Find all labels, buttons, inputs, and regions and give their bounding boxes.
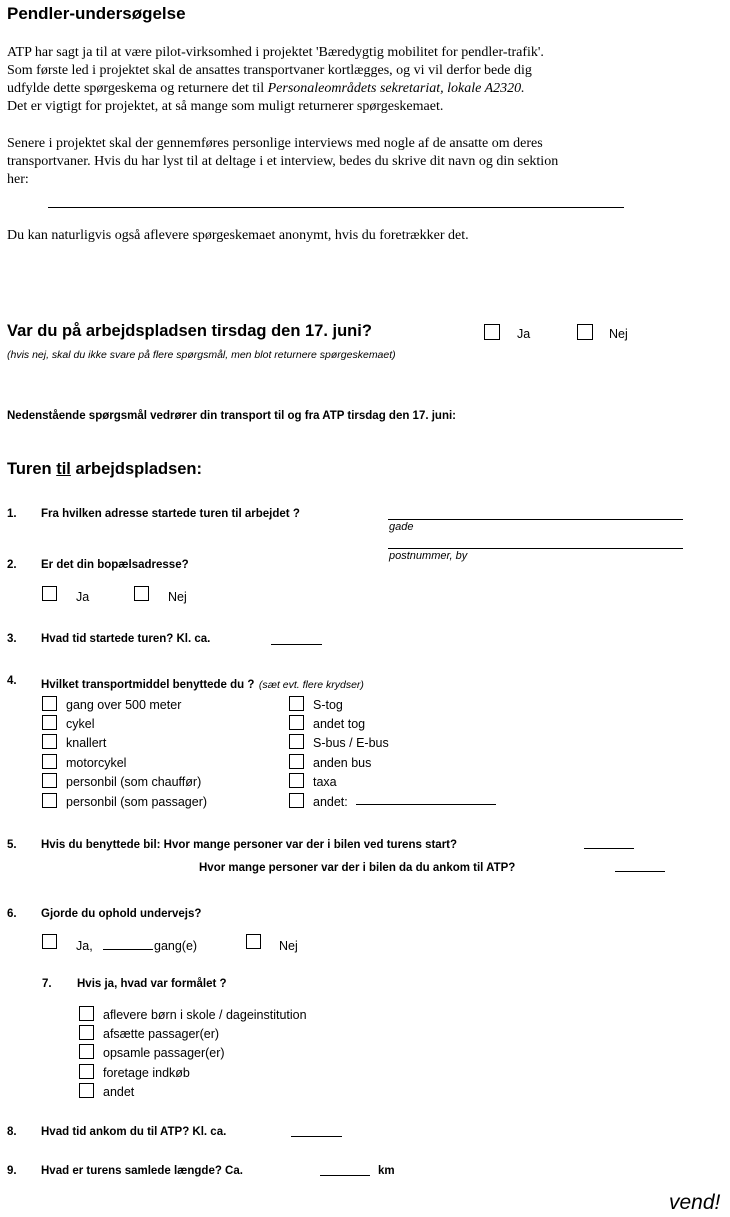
name-section-field[interactable] [48,207,624,208]
q8-text: Hvad tid ankom du til ATP? Kl. ca. [41,1126,227,1138]
q6-yes-checkbox[interactable] [42,934,57,949]
q4-car-passenger-label: personbil (som passager) [66,795,208,809]
q4-other-bus-checkbox[interactable] [289,754,304,769]
q4-other-bus-label: anden bus [313,756,372,770]
q2-no-label: Nej [168,590,187,604]
q1-postcode-field[interactable] [388,548,683,549]
q4-s-train-checkbox[interactable] [289,696,304,711]
screening-yes-label: Ja [517,327,531,341]
q4-question [41,675,364,693]
q4-text: Hvilket transportmiddel benyttede du ? [41,679,255,691]
q4-other-train-label: andet tog [313,717,366,731]
screening-note: (hvis nej, skal du ikke svare på flere spørgsmål, men blot returnere spørgeskemaet) [7,349,396,361]
q7-other-label: andet [103,1085,135,1099]
q2-yes-label: Ja [76,590,90,604]
q7-number: 7. [42,978,52,990]
q7-shopping-label: foretage indkøb [103,1066,190,1080]
screening-no-checkbox[interactable] [577,324,593,340]
q7-pickup-checkbox[interactable] [79,1044,94,1059]
q6-no-checkbox[interactable] [246,934,261,949]
q2-text: Er det din bopælsadresse? [41,559,189,571]
q5-start-count-field[interactable] [584,848,634,849]
q1-street-label: gade [389,521,414,533]
q4-bike-checkbox[interactable] [42,715,57,730]
q1-street-field[interactable] [388,519,683,520]
turn-over-note: vend! [669,1191,721,1214]
section-heading-post: arbejdspladsen: [70,460,202,478]
q3-text: Hvad tid startede turen? Kl. ca. [41,633,211,645]
q4-other-label: andet: [313,795,348,809]
q4-other-field[interactable] [356,804,496,805]
section-heading-pre: Turen [7,460,57,478]
q4-car-driver-checkbox[interactable] [42,773,57,788]
q7-other-checkbox[interactable] [79,1083,94,1098]
q4-s-bus-checkbox[interactable] [289,734,304,749]
q6-number: 6. [7,908,17,920]
q6-stops-field[interactable] [103,949,153,950]
intro-line-4: Det er vigtigt for projektet, at så mange som muligt returnerer spørgeskemaet. [7,99,444,114]
section-heading-underlined: til [56,460,71,478]
intro-line-2: Som første led i projektet skal de ansattes transportvaner kortlægges, og vi vil derfor bede dig [7,63,532,78]
q4-other-train-checkbox[interactable] [289,715,304,730]
q9-number: 9. [7,1165,17,1177]
intro-line-3-text: udfylde dette spørgeskema og returnere det til [7,81,268,96]
q7-dropoff-checkbox[interactable] [79,1025,94,1040]
q6-times-label: gang(e) [154,939,198,953]
q7-school-checkbox[interactable] [79,1006,94,1021]
q7-dropoff-label: afsætte passager(er) [103,1027,220,1041]
intro-line-3 [7,80,525,98]
intro-line-1: ATP har sagt ja til at være pilot-virksomhed i projektet 'Bæredygtig mobilitet for pendler-trafik'. [7,45,544,60]
q6-text: Gjorde du ophold undervejs? [41,908,202,920]
q4-bike-label: cykel [66,717,95,731]
q5-arrival-count-field[interactable] [615,871,665,872]
q5-text-start: Hvis du benyttede bil: Hvor mange personer var der i bilen ved turens start? [41,839,458,851]
screening-no-label: Nej [609,327,628,341]
interview-line-1: Senere i projektet skal der gennemføres personlige interviews med nogle af de ansatte om deres [7,136,543,151]
q4-other-checkbox[interactable] [289,793,304,808]
q4-walk-checkbox[interactable] [42,696,57,711]
q1-postcode-label: postnummer, by [389,550,468,562]
q4-number: 4. [7,675,17,687]
q7-shopping-checkbox[interactable] [79,1064,94,1079]
q4-s-train-label: S-tog [313,698,343,712]
screening-question: Var du på arbejdspladsen tirsdag den 17. juni? [7,322,372,340]
return-location: Personaleområdets sekretariat, lokale A2320. [267,81,525,96]
q4-moped-checkbox[interactable] [42,734,57,749]
q8-time-field[interactable] [291,1136,342,1137]
transport-subheading: Nedenstående spørgsmål vedrører din transport til og fra ATP tirsdag den 17. juni: [7,410,457,422]
q5-number: 5. [7,839,17,851]
anonymous-note: Du kan naturligvis også aflevere spørgeskemaet anonymt, hvis du foretrækker det. [7,228,469,243]
q9-distance-field[interactable] [320,1175,370,1176]
q4-taxi-label: taxa [313,775,337,789]
q4-hint: (sæt evt. flere krydser) [258,679,364,691]
screening-yes-checkbox[interactable] [484,324,500,340]
page-title: Pendler-undersøgelse [7,4,186,23]
q4-car-driver-label: personbil (som chauffør) [66,775,202,789]
section-heading [7,460,202,479]
q2-yes-checkbox[interactable] [42,586,57,601]
q9-unit: km [378,1165,395,1177]
q9-text: Hvad er turens samlede længde? Ca. [41,1165,243,1177]
q2-no-checkbox[interactable] [134,586,149,601]
q4-taxi-checkbox[interactable] [289,773,304,788]
q4-motorcycle-label: motorcykel [66,756,127,770]
q6-yes-label: Ja, [76,939,93,953]
q4-walk-label: gang over 500 meter [66,698,182,712]
q6-no-label: Nej [279,939,298,953]
q4-s-bus-label: S-bus / E-bus [313,736,389,750]
interview-line-3: her: [7,172,29,187]
interview-line-2: transportvaner. Hvis du har lyst til at deltage i et interview, bedes du skrive dit navn og din sektion [7,154,559,169]
q7-pickup-label: opsamle passager(er) [103,1046,225,1060]
q1-number: 1. [7,508,17,520]
q4-motorcycle-checkbox[interactable] [42,754,57,769]
q4-car-passenger-checkbox[interactable] [42,793,57,808]
q7-text: Hvis ja, hvad var formålet ? [77,978,227,990]
q3-number: 3. [7,633,17,645]
q3-time-field[interactable] [271,644,322,645]
q8-number: 8. [7,1126,17,1138]
q7-school-label: aflevere børn i skole / dageinstitution [103,1008,307,1022]
q4-moped-label: knallert [66,736,107,750]
q5-text-arrival: Hvor mange personer var der i bilen da du ankom til ATP? [199,862,516,874]
q2-number: 2. [7,559,17,571]
q1-text: Fra hvilken adresse startede turen til arbejdet ? [41,508,300,520]
